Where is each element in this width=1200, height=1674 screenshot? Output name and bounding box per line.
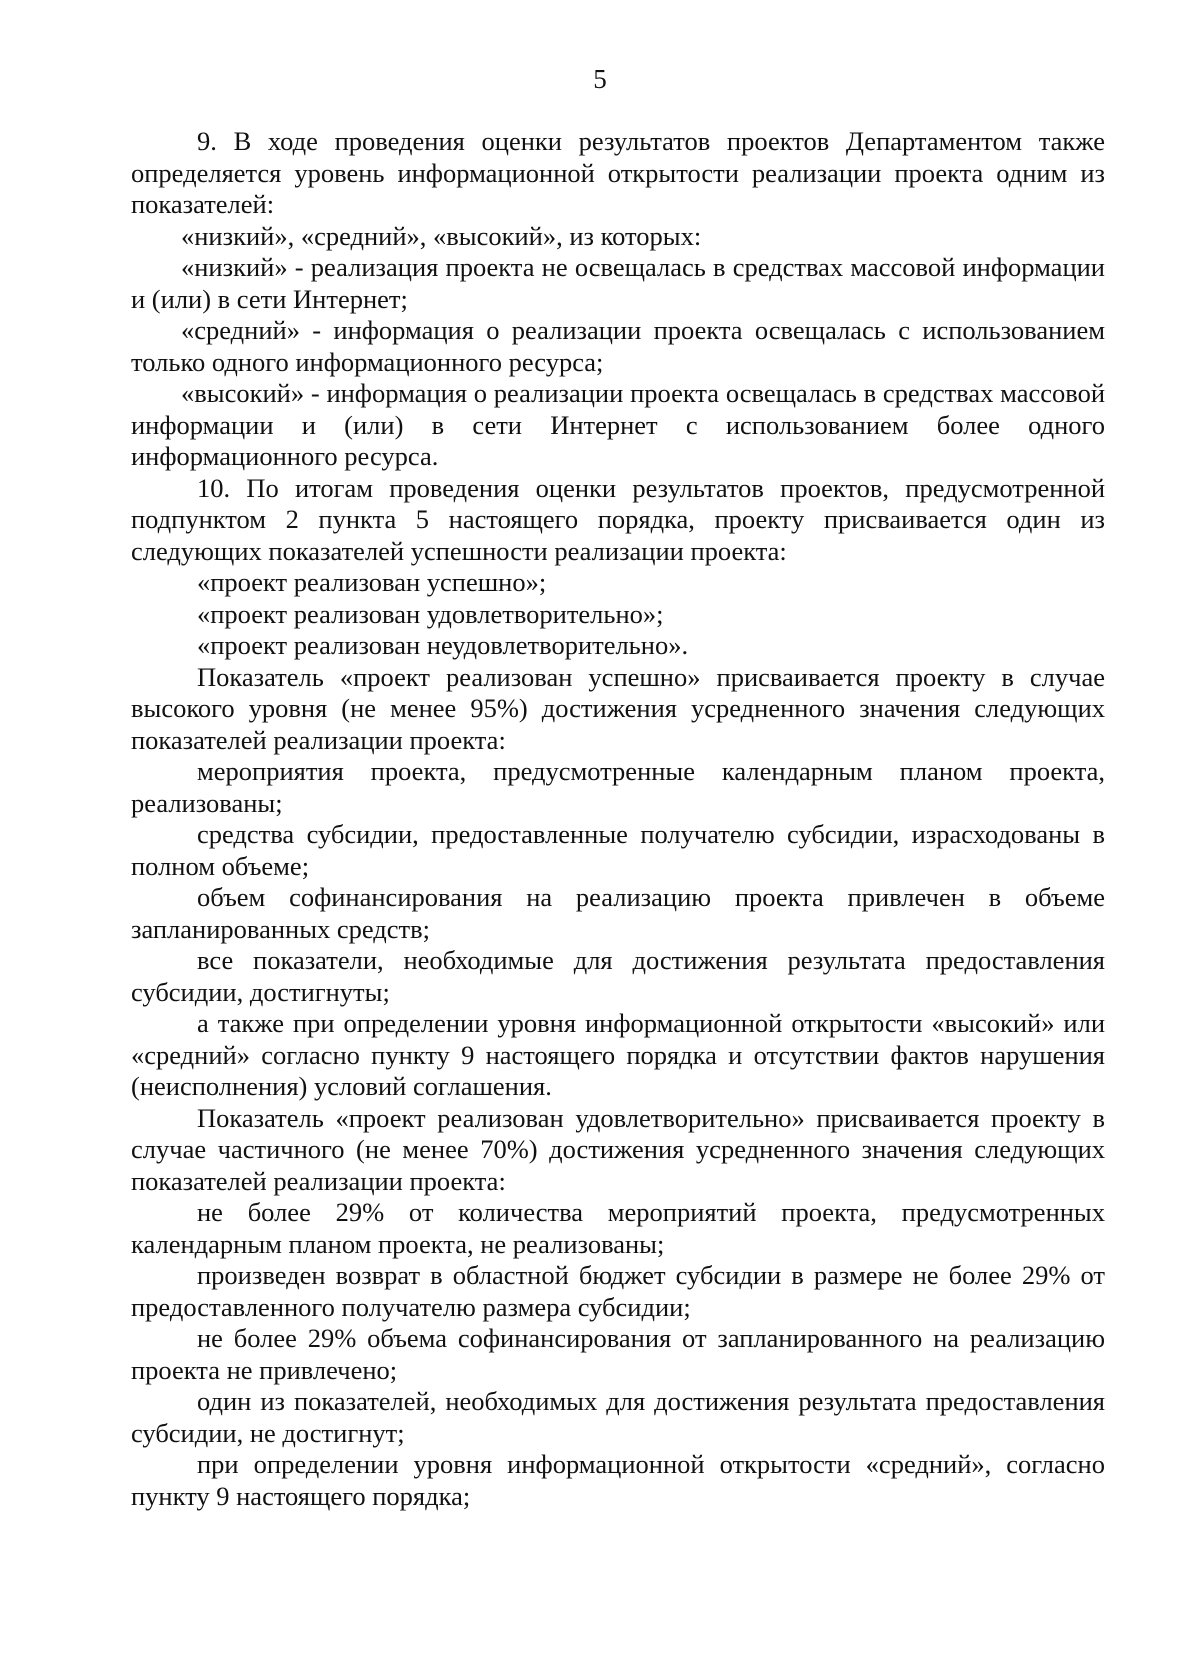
- paragraph: объем софинансирования на реализацию проекта привлечен в объеме запланированных средств;: [131, 882, 1105, 944]
- paragraph: средства субсидии, предоставленные получателю субсидии, израсходованы в полном объеме;: [131, 819, 1105, 881]
- document-body: [131, 126, 1105, 1512]
- paragraph: мероприятия проекта, предусмотренные календарным планом проекта, реализованы;: [131, 756, 1105, 818]
- paragraph: «низкий», «средний», «высокий», из которых:: [181, 220, 702, 251]
- paragraph: не более 29% объема софинансирования от запланированного на реализацию проекта не привлечено;: [131, 1323, 1105, 1385]
- paragraph: а также при определении уровня информационной открытости «высокий» или «средний» согласно пункту 9 настоящего порядка и отсутствии фактов нарушения (неисполнения) условий соглашения.: [131, 1008, 1105, 1101]
- paragraph: «проект реализован удовлетворительно»;: [197, 598, 664, 629]
- paragraph: Показатель «проект реализован успешно» присваивается проекту в случае высокого уровня (не менее 95%) достижения усредненного значения следующих показателей реализации проекта:: [131, 661, 1105, 755]
- paragraph: при определении уровня информационной открытости «средний», согласно пункту 9 настоящего порядка;: [131, 1449, 1105, 1511]
- paragraph: один из показателей, необходимых для достижения результата предоставления субсидии, не достигнут;: [131, 1386, 1105, 1448]
- paragraph: «средний» - информация о реализации проекта освещалась с использованием только одного информационного ресурса;: [131, 315, 1105, 377]
- paragraph: «проект реализован успешно»;: [197, 567, 547, 597]
- paragraph: «проект реализован неудовлетворительно».: [197, 630, 689, 660]
- paragraph: 10. По итогам проведения оценки результатов проектов, предусмотренной подпунктом 2 пункта 5 настоящего порядка, проекту присваивается один из следующих показателей успешности реализации проекта:: [131, 472, 1105, 566]
- page-number: 5: [593, 64, 607, 94]
- paragraph: произведен возврат в областной бюджет субсидии в размере не более 29% от предоставленного получателю размера субсидии;: [131, 1260, 1105, 1322]
- paragraph: «низкий» - реализация проекта не освещалась в средствах массовой информации и (или) в сети Интернет;: [131, 252, 1105, 314]
- paragraph: не более 29% от количества мероприятий проекта, предусмотренных календарным планом проекта, не реализованы;: [131, 1197, 1105, 1259]
- paragraph: все показатели, необходимые для достижения результата предоставления субсидии, достигнуты;: [131, 945, 1105, 1007]
- paragraph: 9. В ходе проведения оценки результатов проектов Департаментом также определяется уровень информационной открытости реализации проекта одним из показателей:: [131, 126, 1105, 219]
- paragraph: Показатель «проект реализован удовлетворительно» присваивается проекту в случае частичного (не менее 70%) достижения усредненного значения следующих показателей реализации проекта:: [131, 1102, 1105, 1196]
- paragraph: «высокий» - информация о реализации проекта освещалась в средствах массовой информации и (или) в сети Интернет с использованием более одного информационного ресурса.: [131, 378, 1105, 471]
